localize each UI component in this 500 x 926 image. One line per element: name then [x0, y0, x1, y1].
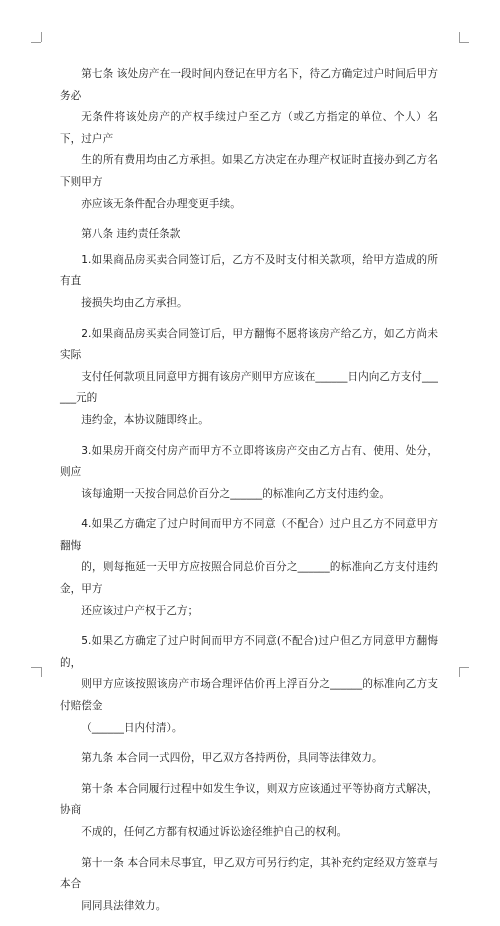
article-9 [60, 748, 438, 770]
text-line: 则甲方应该按照该房产市场合理评估价再上浮百分之______的标准向乙方支付赔偿金 [60, 678, 438, 713]
text-line: 生的所有费用均由乙方承担。如果乙方决定在办理产权证时直接办到乙方名下则甲方 [60, 154, 438, 188]
text-line: 第九条 本合同一式四份，甲乙双方各持两份，具同等法律效力。 [81, 752, 383, 765]
article-7 [60, 64, 438, 215]
article-10 [60, 779, 438, 844]
text-line: 接损失均由乙方承担。 [81, 296, 188, 309]
text-line: 该每逾期一天按合同总价百分之______的标准向乙方支付违约金。 [81, 487, 391, 500]
text-line: 第十一条 本合同未尽事宜，甲乙双方可另行约定，其补充约定经双方签章与本合 [60, 856, 438, 891]
clause-8-2 [60, 324, 438, 432]
text-line: 违约金，本协议随即终止。 [81, 413, 209, 426]
article-8-heading [60, 224, 438, 246]
crop-mark-top-right-h [459, 42, 469, 43]
crop-mark-top-left-h [31, 42, 41, 43]
clause-8-4 [60, 514, 438, 622]
crop-mark-bottom-left-v [41, 667, 42, 677]
text-line: 同同具法律效力。 [81, 899, 167, 912]
crop-mark-top-right-v [459, 32, 460, 42]
text-line: 不成的，任何乙方都有权通过诉讼途径维护自己的权利。 [81, 826, 348, 838]
text-line: 亦应该无条件配合办理变更手续。 [81, 197, 241, 210]
text-line: 无条件将该处房产的产权手续过户至乙方（或乙方指定的单位、个人）名下，过户产 [60, 111, 438, 145]
crop-mark-bottom-left-h [31, 667, 41, 668]
crop-mark-top-left-v [41, 32, 42, 42]
text-line: 5.如果乙方确定了过户时间而甲方不同意(不配合)过户但乙方同意甲方翻悔的， [60, 635, 438, 669]
text-line: 支付任何款项且同意甲方拥有该房产则甲方应该在______日内向乙方支付______元的 [60, 370, 438, 405]
article-11 [60, 853, 438, 918]
section-heading: 第八条 违约责任条款 [81, 228, 181, 241]
text-line: 2.如果商品房买卖合同签订后，甲方翻悔不愿将该房产给乙方，如乙方尚未实际 [60, 327, 438, 362]
text-line: 1.如果商品房买卖合同签订后，乙方不及时支付相关款项，给甲方造成的所有直 [60, 253, 438, 288]
text-line: 3.如果房开商交付房产而甲方不立即将该房产交由乙方占有、使用、处分，则应 [60, 444, 438, 479]
crop-mark-bottom-right-v [459, 667, 460, 677]
text-line: 第十条 本合同履行过程中如发生争议，则双方应该通过平等协商方式解决，协商 [60, 782, 438, 817]
text-line: （______日内付清）。 [81, 721, 183, 734]
crop-mark-bottom-right-h [459, 667, 469, 668]
text-line: 4.如果乙方确定了过户时间而甲方不同意（不配合）过户且乙方不同意甲方翻悔 [60, 518, 438, 552]
clause-8-1 [60, 250, 438, 315]
clause-8-3 [60, 441, 438, 506]
text-line: 的，则每拖延一天甲方应按照合同总价百分之______的标准向乙方支付违约金，甲方 [60, 561, 438, 596]
clause-8-5 [60, 631, 438, 739]
text-line: 第七条 该处房产在一段时间内登记在甲方名下，待乙方确定过户时间后甲方务必 [60, 68, 438, 102]
document-body [60, 64, 438, 926]
text-line: 还应该过户产权于乙方； [81, 604, 199, 617]
